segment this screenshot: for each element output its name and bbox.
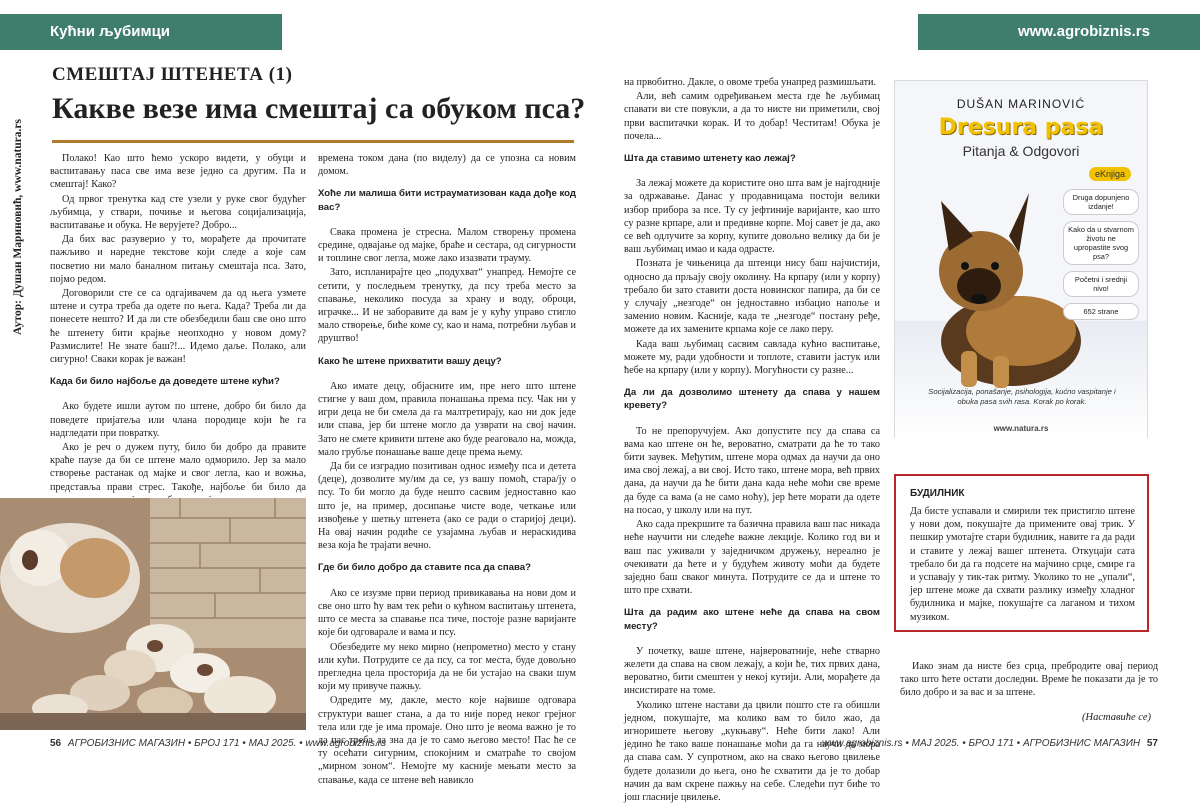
paragraph: Ако будете ишли аутом по штене, добро би било да поведете пријатеља или члана породице који ће га надгледати при повратку. (50, 401, 306, 439)
paragraph: То не препоручујем. Ако допустите псу да спава са вама као штене он ће, вероватно, сматрати да ће то тако бити заувек. Међутим, штене мора одмах да научи да оно има свој лежај, а ви свој. Исто тако, штене мора, већ првих дана, да научи да ће бити дана када неће моћи све време да буде са вама (а не само ноћу), јер ћете морати да одете на посао, у школу или на пут. (624, 425, 880, 516)
book-title: Dresura pasa (938, 115, 1104, 140)
subheading: Како ће штене прихватити вашу децу? (318, 355, 502, 367)
footer-left-text: АГРОБИЗНИС МАГАЗИН • БРОЈ 171 • МАЈ 2025. • www.agrobiznis.rs (67, 738, 387, 749)
sidebar-text: Да бисте успавали и смирили тек пристигло штене у нови дом, покушајте да примените овај трик. У пешкир умотајте стари будилник, навите га да ради и ставите у лежај вашег штенета. Откуцаји сата требало би да га подсете на мајчино срце, смире га и успавају у тик-так ритму. Уколико то не „упали“, јер штене може да схвати разлику између хладног будилника и мајке, покушајте са лаганом и тихом музиком. (910, 506, 1135, 623)
paragraph: Иако знам да нисте без срца, пребродите овај период тако што ћете остати доследни. Време ће показати да је то било добро и за вас и за штене. (900, 661, 1158, 699)
paragraph: Али, већ самим одређивањем места где ће љубимац спавати ви сте повукли, а да то нисте ни приметили, свој први васпитачки корак. И то добар! Честитам! Обука је почела... (624, 91, 880, 142)
article-headline: Какве везе има смештај са обуком пса? (52, 92, 586, 125)
paragraph: на првобитно. Дакле, о овоме треба унапред размишљати. (624, 77, 877, 88)
ebook-badge: eKnjiga (1089, 167, 1131, 181)
site-url-tab[interactable]: www.agrobiznis.rs (918, 14, 1200, 50)
article-column-3 (624, 76, 880, 805)
book-advertisement[interactable] (894, 80, 1148, 438)
paragraph: Позната је чињеница да штенци нису баш најчистији, односно да прљају своју околину. На крпару (или у корпу) требало би зато ставити доста новинског папира, да би се у случају „незгоде“ он једноставно избацио напоље и заменио новим. Касније, када те „незгоде“ постану ређе, можете да их замените крпама које се лако перу. (624, 258, 880, 336)
subheading: Шта да радим ако штене неће да спава на свом месту? (624, 607, 880, 632)
section-tab: Кућни љубимци (0, 14, 282, 50)
paragraph: Договорили сте се са одгајивачем да од њега узмете штене и сутра треба да одете по њега. Када? Треба ли да понесете нешто? И да ли сте обезбедили баш све оно што ће штенету бити крајње неопходно у новом дому? Размислите! Не знате баш?!... Идемо даље. Полако, али сигурно! Сваки корак је важан! (50, 288, 306, 366)
article-column-2 (318, 152, 576, 788)
paragraph: Зато, испланирајте цео „подухват“ унапред. Немојте се сетити, у последњем тренутку, да псу треба место за спавање, неколико посуда за храну и воду, оброци, играчке... И не заборавите да вам је у кућу управо стигло мало створење, биће коме су, као и нама, потребни љубав и друштво! (318, 267, 576, 345)
footer-left (50, 738, 386, 749)
highlight-bubble: Kako da u stvarnom životu ne upropastite svog psa? (1063, 221, 1139, 265)
book-website-link[interactable]: www.natura.rs (993, 424, 1049, 433)
paragraph: Одредите му, дакле, место које највише одговара структури вашег стана, а да то није поред неког грејног тела или где је има промаје. Оно што је веома важно је то да пас треба да зна да је то само његово место! Пас ће се ту осећати сигурним, спокојним и сматраће то својом „мирном зоном“. Немојте му касније мењати место за спавање, када се штене већ навикло (318, 695, 576, 786)
puppies-photo (0, 498, 306, 730)
paragraph: Да би се изградио позитиван однос између пса и детета (деце), дозволите му/им да се, уз вашу помоћ, стара/ју о псу. То би могло да буде нешто сасвим једноставно као што је, на пример, досипање чисте воде, четкање или извођење у шетњу штенета (ако се ради о старијој деци). На овај начин родиће се узајамна љубав и нераскидива веза која ће трајати вечно. (318, 461, 576, 552)
paragraph: За лежај можете да користите оно шта вам је најгодније за одржавање. Данас у продавницама постоји велики избор прибора за псе. Ту су јефтиније варијанте, као што су разне крпаре, али и предивне корпе. Мој савет је да, ако се већ одлучите за корпу, купите довољно велику да би је ваш љубимац имао и када одрасте. (624, 178, 880, 256)
subheading: Хоће ли малиша бити истрауматизован када дође код вас? (318, 188, 576, 213)
book-author: DUŠAN MARINOVIĆ (956, 97, 1086, 111)
paragraph: Полако! Као што ћемо ускоро видети, у обуци и васпитавању паса све има везе једно са другим. Па и смештај! Како? (50, 153, 306, 191)
paragraph: Обезбедите му неко мирно (непрометно) место у стану или кући. Потрудите се да псу, са тог места, буде довољно прегледна цела просторија да не би устајао на сваки шум који му привуче пажњу. (318, 641, 576, 693)
highlight-bubble: Druga dopunjeno izdanje! (1063, 189, 1139, 215)
paragraph: Када ваш љубимац сасвим савлада кућно васпитање, можете му, ради удобности и топлоте, ставити јастук или ћебе на крпару (или у корпу). Могућности су разне... (624, 338, 880, 377)
sidebar-title: БУДИЛНИК (910, 488, 965, 499)
alarm-clock-sidebar (894, 474, 1149, 632)
subheading: Шта да ставимо штенету као лежај? (624, 153, 796, 165)
paragraph: Од првог тренутка кад сте узели у руке свог будућег љубимца, у ствари, почиње и његова социјализација, васпитавање и обука. Не верујете? Добро... (50, 193, 306, 232)
footer-right-text: www.agrobiznis.rs • МАЈ 2025. • БРОЈ 171 • АГРОБИЗНИС МАГАЗИН (821, 738, 1141, 749)
paragraph: Ако сада прекршите та базична правила ваш пас никада неће научити ни следеће важне лекције. Колико год ви и ваш пас уживали у заједничком дружењу, нереално је очекивати да ћете и у будућем животу моћи да будете заједно баш сваког минута. Потрудите се да и штене то што пре схвати. (624, 519, 880, 597)
page-number-right: 57 (1146, 738, 1158, 749)
article-column-1 (50, 152, 306, 521)
paragraph: Ако је реч о дужем путу, било би добро да правите краће паузе да би се штене мало одморило. Јер за мало створење растанак од мајке и свог легла, као и вожња, представља прави стрес. Такође, најбоље би било да (50, 442, 306, 493)
highlight-bubble: 652 strane (1063, 303, 1139, 320)
paragraph: Ако имате децу, објасните им, пре него што штене стигне у ваш дом, правила понашања према псу. Чак ни у игри деца не би смела да га малтретирају, као ни док једе или спава, јер би штене могло да узврати на свој начин. Зато не смете кривити штене ако буде реаговало на, можда, мало грубље понашање ваше деце према њему. (318, 380, 576, 458)
paragraph: времена током дана (по виделу) да се упозна са новим домом. (318, 153, 576, 178)
book-description: Socijalizacija, ponašanje, psihologija, kućno vaspitanje i obuka pasa svih rasa. Korak po korak. (928, 387, 1116, 406)
headline-rule (52, 140, 574, 143)
article-column-4 (900, 660, 1158, 701)
continued-note: (Наставиће се) (1082, 712, 1151, 723)
subheading: Да ли да дозволимо штенету да спава у нашем кревету? (624, 387, 880, 412)
article-kicker: СМЕШТАЈ ШТЕНЕТА (1) (52, 64, 293, 85)
page-number-left: 56 (50, 738, 62, 749)
book-highlights (1063, 189, 1139, 326)
book-subtitle: Pitanja & Odgovori (962, 143, 1080, 159)
author-byline (12, 62, 32, 392)
paragraph: Ако се изузме први период привикавања на нови дом и све оно што ћу вам тек рећи о кућном васпитању штенета, што се места за спавање пса тиче, постоје разне варијанте које би одговарале и вама и псу. (318, 587, 576, 639)
highlight-bubble: Početni i srednji nivo! (1063, 271, 1139, 297)
subheading: Када би било најбоље да доведете штене кући? (50, 376, 280, 388)
paragraph: Свака промена је стресна. Малом створењу промена средине, одвајање од мајке, браће и сестара, од сигурности и топлине свог легла, може лако изазвати трауму. (318, 226, 576, 265)
footer-right (822, 738, 1158, 749)
paragraph: Уколико штене настави да цвили пошто сте га обишли једном, покушајте, ма колико вам то било жао, да игноришете његову „кукњаву“. Неће бити лако! Али једино ће тако ваше понашање моћи да га научи да мора да спава сам. У супротном, ако на свако његово цвилење будете долазили до њега, оно ће схватити да је то добар начин да вам скрене пажњу на себе. Следећи пут биће то још гласније цвилење. (624, 699, 880, 803)
paragraph: Да бих вас разуверио у то, морађете да прочитате пажљиво и наредне текстове који следе а које сам посветио ни мало баналном питању смештаја пса. Зато, појмо редом. (50, 234, 306, 285)
subheading: Где би било добро да ставите пса да спава? (318, 562, 531, 574)
paragraph: У почетку, ваше штене, највероватније, неће стварно желети да спава на свом лежају, а који ће, тих првих дана, вероватно, бити смештен у некој кутији. Али, морађете да инсистирате на томе. (624, 645, 880, 697)
byline-text: Аутор: Душан Мариновић, www.natura.rs (12, 119, 24, 335)
